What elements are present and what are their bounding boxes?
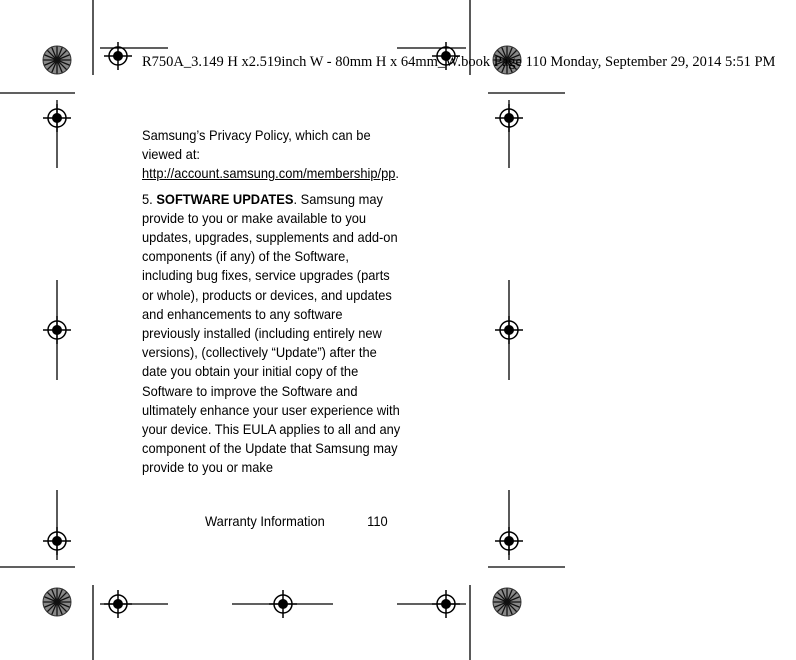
software-updates-paragraph xyxy=(142,190,401,478)
url-period: . xyxy=(395,165,400,182)
section-text: . Samsung may provide to you or make available to you updates, upgrades, supplements and add-on components (if any) of the Software, including bug fixes, service upgrades (parts or whole), products or devices, and updates and enhancements to any software previously installed (including entirely new versions), (collectively “Update”) after the date you obtain your initial copy of the Software to improve the Software and ultimately enhance your user experience with your device. This EULA applies to all and any component of the Update that Samsung may provide to you or make xyxy=(142,190,401,476)
page-number: 110 xyxy=(367,513,388,529)
footer-section-title: Warranty Information xyxy=(205,513,325,529)
page-footer xyxy=(205,513,388,529)
print-slug-line: R750A_3.149 H x2.519inch W - 80mm H x 64mm_W.book Page 110 Monday, September 29, 2014 5:51 PM xyxy=(142,54,776,70)
intro-line-1: Samsung’s Privacy Policy, which can be xyxy=(142,127,371,143)
privacy-policy-link[interactable]: http://account.samsung.com/membership/pp xyxy=(142,165,396,182)
intro-line-2: viewed at: xyxy=(142,146,201,163)
page-body xyxy=(142,126,401,478)
section-number: 5. xyxy=(142,190,157,207)
privacy-url-paragraph xyxy=(142,164,401,183)
section-heading: SOFTWARE UPDATES xyxy=(156,190,294,207)
